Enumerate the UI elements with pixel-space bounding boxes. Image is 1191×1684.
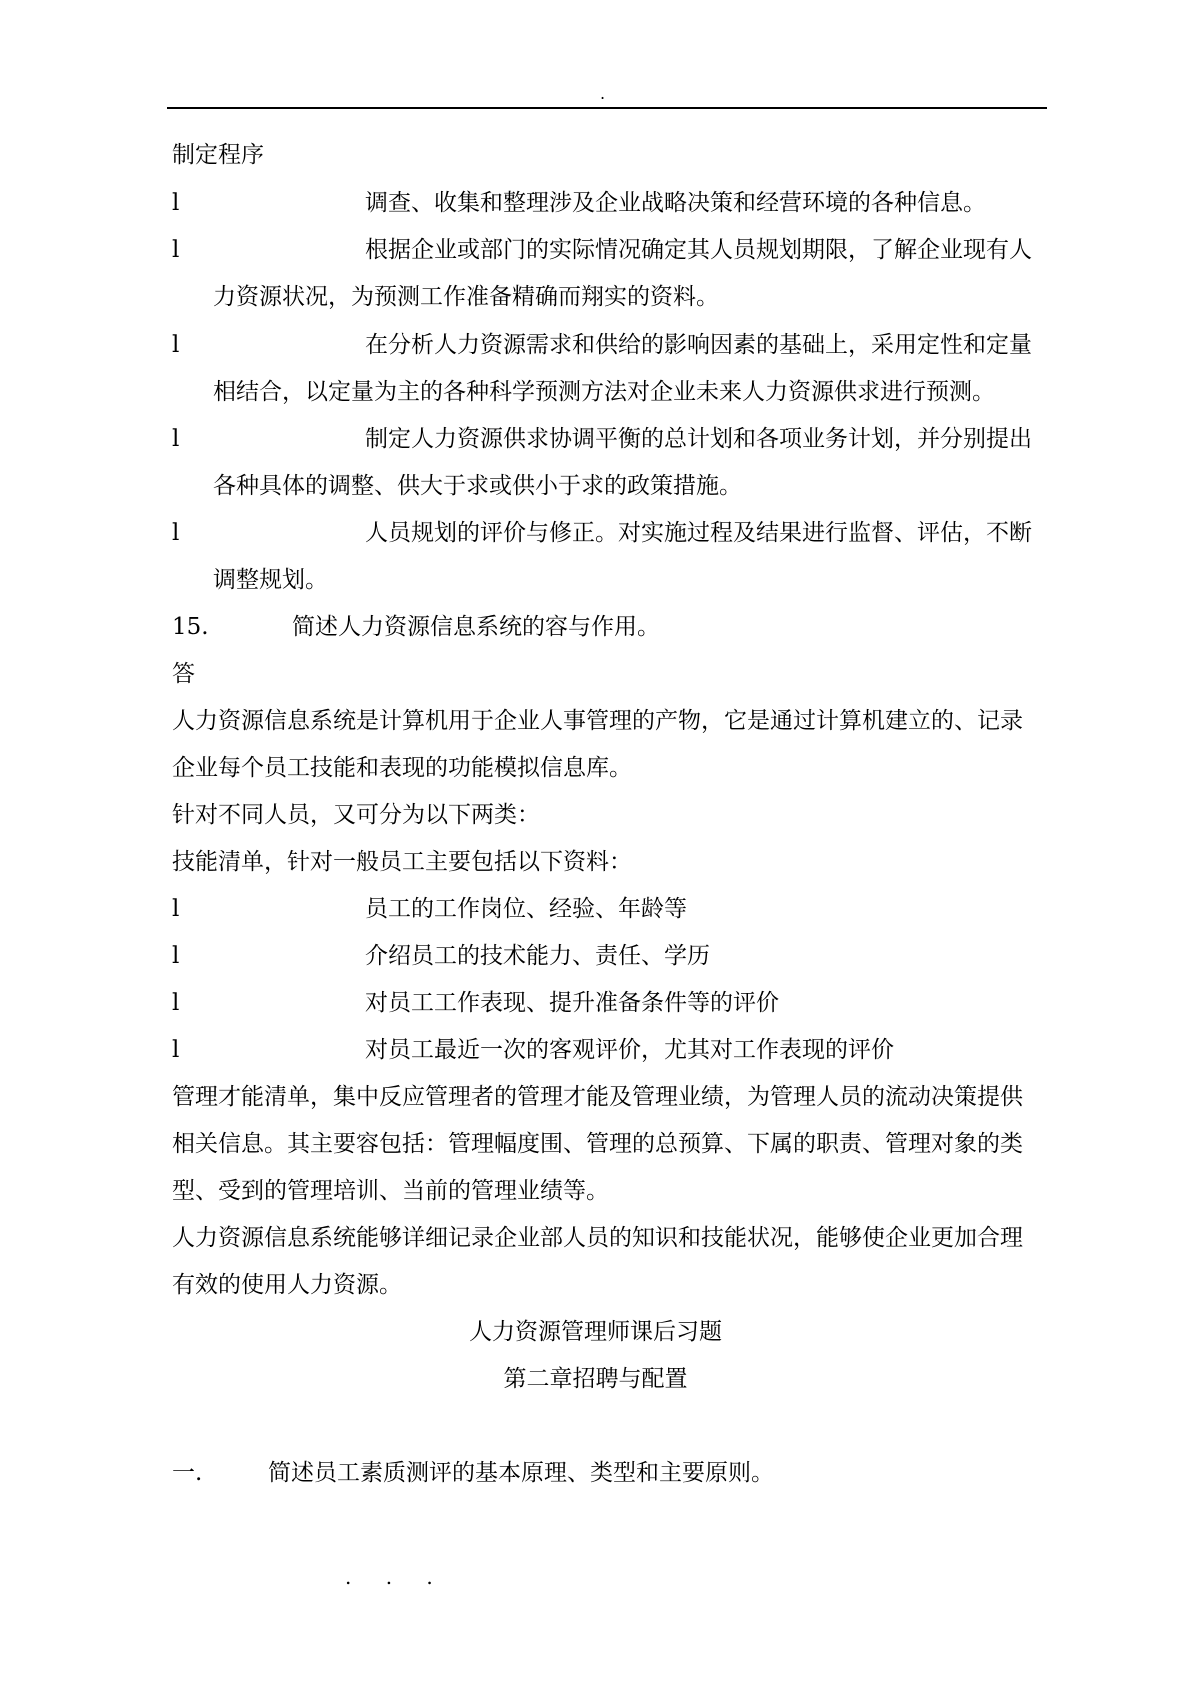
skill-item-3-text: 对员工工作表现、提升准备条件等的评价	[365, 990, 779, 1016]
procedure-item-4-marker: l	[172, 426, 180, 452]
procedure-item-4-line-1: 制定人力资源供求协调平衡的总计划和各项业务计划，并分别提出	[365, 426, 1032, 452]
skill-item-1-marker: l	[172, 896, 180, 922]
skill-item-2-text: 介绍员工的技术能力、责任、学历	[365, 943, 710, 969]
procedure-item-5-line-2: 调整规划。	[213, 567, 328, 593]
paragraph-1-line-2: 企业每个员工技能和表现的功能模拟信息库。	[172, 755, 632, 781]
answer-label: 答	[172, 661, 195, 687]
skill-item-1-text: 员工的工作岗位、经验、年龄等	[365, 896, 687, 922]
procedure-item-1-marker: l	[172, 190, 180, 216]
procedure-item-2-line-2: 力资源状况，为预测工作准备精确而翔实的资料。	[213, 284, 719, 310]
procedure-item-3-line-1: 在分析人力资源需求和供给的影响因素的基础上，采用定性和定量	[365, 332, 1032, 358]
skill-item-3-marker: l	[172, 990, 180, 1016]
header-rule	[167, 107, 1047, 109]
paragraph-5-line-1: 人力资源信息系统能够详细记录企业部人员的知识和技能状况，能够使企业更加合理	[172, 1225, 1023, 1251]
paragraph-4-line-3: 型、受到的管理培训、当前的管理业绩等。	[172, 1178, 609, 1204]
footer-mark: . . .	[345, 1565, 447, 1589]
paragraph-2: 针对不同人员，又可分为以下两类：	[172, 802, 540, 828]
question-15-number: 15.	[172, 614, 209, 640]
heading-chapter: 第二章招聘与配置	[503, 1366, 688, 1392]
section-title: 制定程序	[172, 142, 264, 168]
question-one-number: 一.	[172, 1460, 203, 1486]
paragraph-3: 技能清单，针对一般员工主要包括以下资料：	[172, 849, 632, 875]
procedure-item-2-line-1: 根据企业或部门的实际情况确定其人员规划期限，了解企业现有人	[365, 237, 1032, 263]
paragraph-4-line-2: 相关信息。其主要容包括：管理幅度围、管理的总预算、下属的职责、管理对象的类	[172, 1131, 1023, 1157]
skill-item-4-text: 对员工最近一次的客观评价，尤其对工作表现的评价	[365, 1037, 894, 1063]
skill-item-4-marker: l	[172, 1037, 180, 1063]
procedure-item-1-line-1: 调查、收集和整理涉及企业战略决策和经营环境的各种信息。	[365, 190, 986, 216]
procedure-item-4-line-2: 各种具体的调整、供大于求或供小于求的政策措施。	[213, 473, 742, 499]
procedure-item-5-line-1: 人员规划的评价与修正。对实施过程及结果进行监督、评估，不断	[365, 520, 1032, 546]
paragraph-4-line-1: 管理才能清单，集中反应管理者的管理才能及管理业绩，为管理人员的流动决策提供	[172, 1084, 1023, 1110]
procedure-item-2-marker: l	[172, 237, 180, 263]
question-15-text: 简述人力资源信息系统的容与作用。	[292, 614, 660, 640]
procedure-item-5-marker: l	[172, 520, 180, 546]
question-one-text: 简述员工素质测评的基本原理、类型和主要原则。	[268, 1460, 774, 1486]
heading-main: 人力资源管理师课后习题	[469, 1319, 722, 1345]
skill-item-2-marker: l	[172, 943, 180, 969]
procedure-item-3-marker: l	[172, 332, 180, 358]
header-mark: .	[600, 84, 606, 103]
paragraph-5-line-2: 有效的使用人力资源。	[172, 1272, 402, 1298]
procedure-item-3-line-2: 相结合，以定量为主的各种科学预测方法对企业未来人力资源供求进行预测。	[213, 379, 995, 405]
paragraph-1-line-1: 人力资源信息系统是计算机用于企业人事管理的产物，它是通过计算机建立的、记录	[172, 708, 1023, 734]
